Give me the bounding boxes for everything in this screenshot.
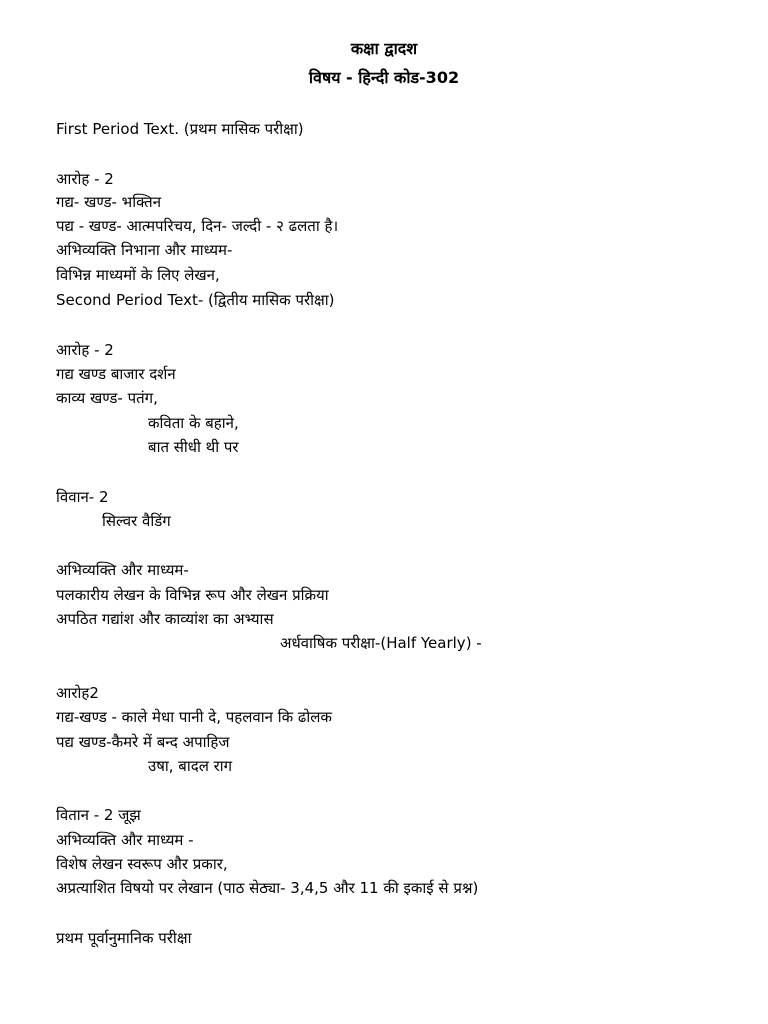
text-line: पलकारीय लेखन के विभिन्न रूप और लेखन प्रक्रिया xyxy=(56,586,329,604)
text-line: पद्य खण्ड-कैमरे में बन्द अपाहिज xyxy=(56,733,230,751)
text-line: विवान- 2 xyxy=(56,488,109,506)
text-line: सिल्वर वैडिंग xyxy=(102,512,171,530)
text-line: पद्य - खण्ड- आत्मपरिचय, दिन- जल्दी - २ ढलता है। xyxy=(56,217,339,235)
heading-subject: विषय - हिन्दी कोड-302 xyxy=(308,68,460,87)
text-line: आरोह2 xyxy=(56,684,99,702)
text-line: कविता के बहाने, xyxy=(148,414,239,432)
text-line: काव्य खण्ड- पतंग, xyxy=(56,389,158,407)
text-line: अप्रत्याशित विषयो पर लेखान (पाठ सेठ्या- 3,4,5 और 11 की इकाई से प्रश्न) xyxy=(56,879,479,897)
text-line: प्रथम पूर्वानुमानिक परीक्षा xyxy=(56,929,192,947)
text-line: अभिव्यक्ति और माध्यम - xyxy=(56,831,194,849)
text-line: गद्य- खण्ड- भक्तिन xyxy=(56,193,162,211)
text-line: अभिव्यक्ति निभाना और माध्यम- xyxy=(56,241,233,259)
heading-class: कक्षा द्वादश xyxy=(350,39,418,58)
text-line: अर्धवाषिक परीक्षा-(Half Yearly) - xyxy=(280,634,482,652)
text-line: अभिव्यक्ति और माध्यम- xyxy=(56,561,189,579)
text-line: विशेष लेखन स्वरूप और प्रकार, xyxy=(56,855,228,873)
text-line: गद्य-खण्ड - काले मेधा पानी दे, पहलवान कि ढोलक xyxy=(56,708,332,726)
text-line: Second Period Text- (द्वितीय मासिक परीक्षा) xyxy=(56,291,335,309)
text-line: First Period Text. (प्रथम मासिक परीक्षा) xyxy=(56,120,304,138)
text-line: अपठित गद्यांश और काव्यांश का अभ्यास xyxy=(56,610,274,628)
text-line: बात सीधी थी पर xyxy=(148,438,239,456)
text-line: आरोह - 2 xyxy=(56,341,114,359)
text-line: उषा, बादल राग xyxy=(148,757,233,775)
text-line: गद्य खण्ड बाजार दर्शन xyxy=(56,365,176,383)
text-line: विभिन्न माध्यमों के लिए लेखन, xyxy=(56,266,220,284)
text-line: आरोह - 2 xyxy=(56,170,114,188)
text-line: वितान - 2 जूझ xyxy=(56,806,141,824)
